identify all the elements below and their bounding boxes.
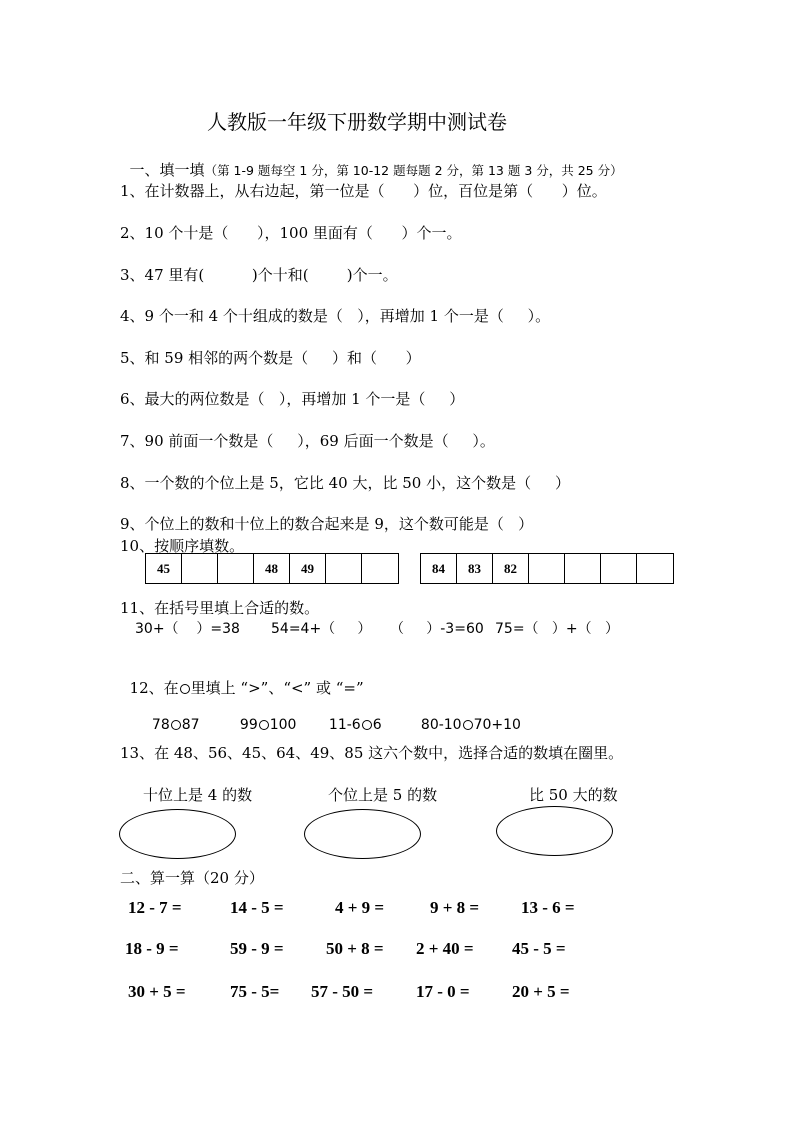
calc-item: 20 + 5 = xyxy=(512,982,570,1001)
calc-item: 4 + 9 = xyxy=(335,898,385,917)
fill-blank-item: 30+（ ）=38 xyxy=(135,621,240,637)
calc-item: 59 - 9 = xyxy=(230,939,284,958)
answer-ellipse[interactable] xyxy=(304,809,421,859)
question-12-label-suffix: 里填上 “>”、“<” 或 “=” xyxy=(190,679,364,697)
question-2: 2、10 个十是（ ），100 里面有（ ）个一。 xyxy=(120,224,462,242)
compare-left: 78 xyxy=(151,717,170,733)
sequence-cell[interactable] xyxy=(637,554,673,583)
calc-item: 50 + 8 = xyxy=(326,939,384,958)
compare-item xyxy=(231,701,296,733)
calc-item: 57 - 50 = xyxy=(311,982,374,1001)
compare-item xyxy=(143,701,200,733)
compare-left: 80-10 xyxy=(420,717,462,733)
question-8: 8、一个数的个位上是 5，它比 40 大，比 50 小，这个数是（ ） xyxy=(120,474,570,492)
sequence-cell[interactable]: 82 xyxy=(493,554,529,583)
compare-item xyxy=(320,701,382,733)
calc-item: 45 - 5 = xyxy=(512,939,566,958)
question-13-label: 13、在 48、56、45、64、49、85 这六个数中，选择合适的数填在圈里。 xyxy=(120,744,624,762)
sequence-row-descending xyxy=(420,553,674,584)
compare-right: 70+10 xyxy=(473,717,521,733)
question-11-label: 11、在括号里填上合适的数。 xyxy=(120,599,320,617)
group-label-tens-4: 十位上是 4 的数 xyxy=(143,786,253,804)
section-2-heading: 二、算一算（20 分） xyxy=(120,869,264,887)
answer-ellipse[interactable] xyxy=(496,806,613,856)
sequence-cell[interactable]: 49 xyxy=(290,554,326,583)
compare-left: 11-6 xyxy=(328,717,361,733)
sequence-cell[interactable] xyxy=(182,554,218,583)
question-6: 6、最大的两位数是（ ），再增加 1 个一是（ ） xyxy=(120,390,465,408)
calc-item: 18 - 9 = xyxy=(125,939,179,958)
sequence-cell[interactable] xyxy=(218,554,254,583)
page-title: 人教版一年级下册数学期中测试卷 xyxy=(207,110,507,134)
calc-item: 14 - 5 = xyxy=(230,898,284,917)
sequence-cell[interactable] xyxy=(601,554,637,583)
question-4: 4、9 个一和 4 个十组成的数是（ ），再增加 1 个一是（ ）。 xyxy=(120,307,551,325)
sequence-cell[interactable]: 45 xyxy=(146,554,182,583)
group-label-ones-5: 个位上是 5 的数 xyxy=(328,786,438,804)
sequence-cell[interactable] xyxy=(565,554,601,583)
sequence-cell[interactable] xyxy=(326,554,362,583)
sequence-row-ascending xyxy=(145,553,399,584)
sequence-cell[interactable] xyxy=(529,554,565,583)
calc-item: 17 - 0 = xyxy=(416,982,470,1001)
compare-circle-icon[interactable] xyxy=(463,720,473,730)
compare-item xyxy=(412,701,521,733)
question-12-label-prefix: 12、在 xyxy=(129,679,179,697)
fill-blank-item: （ ）-3=60 xyxy=(390,621,484,637)
question-7: 7、90 前面一个数是（ ），69 后面一个数是（ ）。 xyxy=(120,432,495,450)
sequence-cell[interactable]: 48 xyxy=(254,554,290,583)
group-label-greater-50: 比 50 大的数 xyxy=(529,786,618,804)
calc-item: 2 + 40 = xyxy=(416,939,474,958)
compare-circle-icon[interactable] xyxy=(362,720,372,730)
question-1: 1、在计数器上，从右边起，第一位是（ ）位，百位是第（ ）位。 xyxy=(120,182,607,200)
fill-blank-item: 54=4+（ ） xyxy=(271,621,372,637)
compare-right: 6 xyxy=(372,717,382,733)
compare-circle-icon[interactable] xyxy=(171,720,181,730)
section-1-heading xyxy=(120,141,623,180)
question-12-label xyxy=(120,659,364,698)
section-1-scoring-note: （第 1-9 题每空 1 分，第 10-12 题每题 2 分，第 13 题 3 分，共 25 分） xyxy=(204,163,623,178)
question-3: 3、47 里有( )个十和( )个一。 xyxy=(120,266,398,284)
compare-left: 99 xyxy=(239,717,258,733)
sequence-cell[interactable] xyxy=(362,554,398,583)
circle-icon xyxy=(180,684,190,694)
compare-circle-icon[interactable] xyxy=(259,720,269,730)
calc-item: 12 - 7 = xyxy=(128,898,182,917)
fill-blank-item: 75=（ ）+（ ） xyxy=(495,621,619,637)
sequence-cell[interactable]: 84 xyxy=(421,554,457,583)
calc-item: 30 + 5 = xyxy=(128,982,186,1001)
question-10-label: 10、按顺序填数。 xyxy=(120,537,245,555)
section-1-title: 一、填一填 xyxy=(129,161,205,179)
question-9: 9、个位上的数和十位上的数合起来是 9，这个数可能是（ ） xyxy=(120,515,534,533)
compare-right: 100 xyxy=(269,717,297,733)
calc-item: 13 - 6 = xyxy=(521,898,575,917)
compare-right: 87 xyxy=(181,717,200,733)
calc-item: 75 - 5= xyxy=(230,982,280,1001)
calc-item: 9 + 8 = xyxy=(430,898,480,917)
question-5: 5、和 59 相邻的两个数是（ ）和（ ） xyxy=(120,349,421,367)
sequence-cell[interactable]: 83 xyxy=(457,554,493,583)
answer-ellipse[interactable] xyxy=(119,809,236,859)
